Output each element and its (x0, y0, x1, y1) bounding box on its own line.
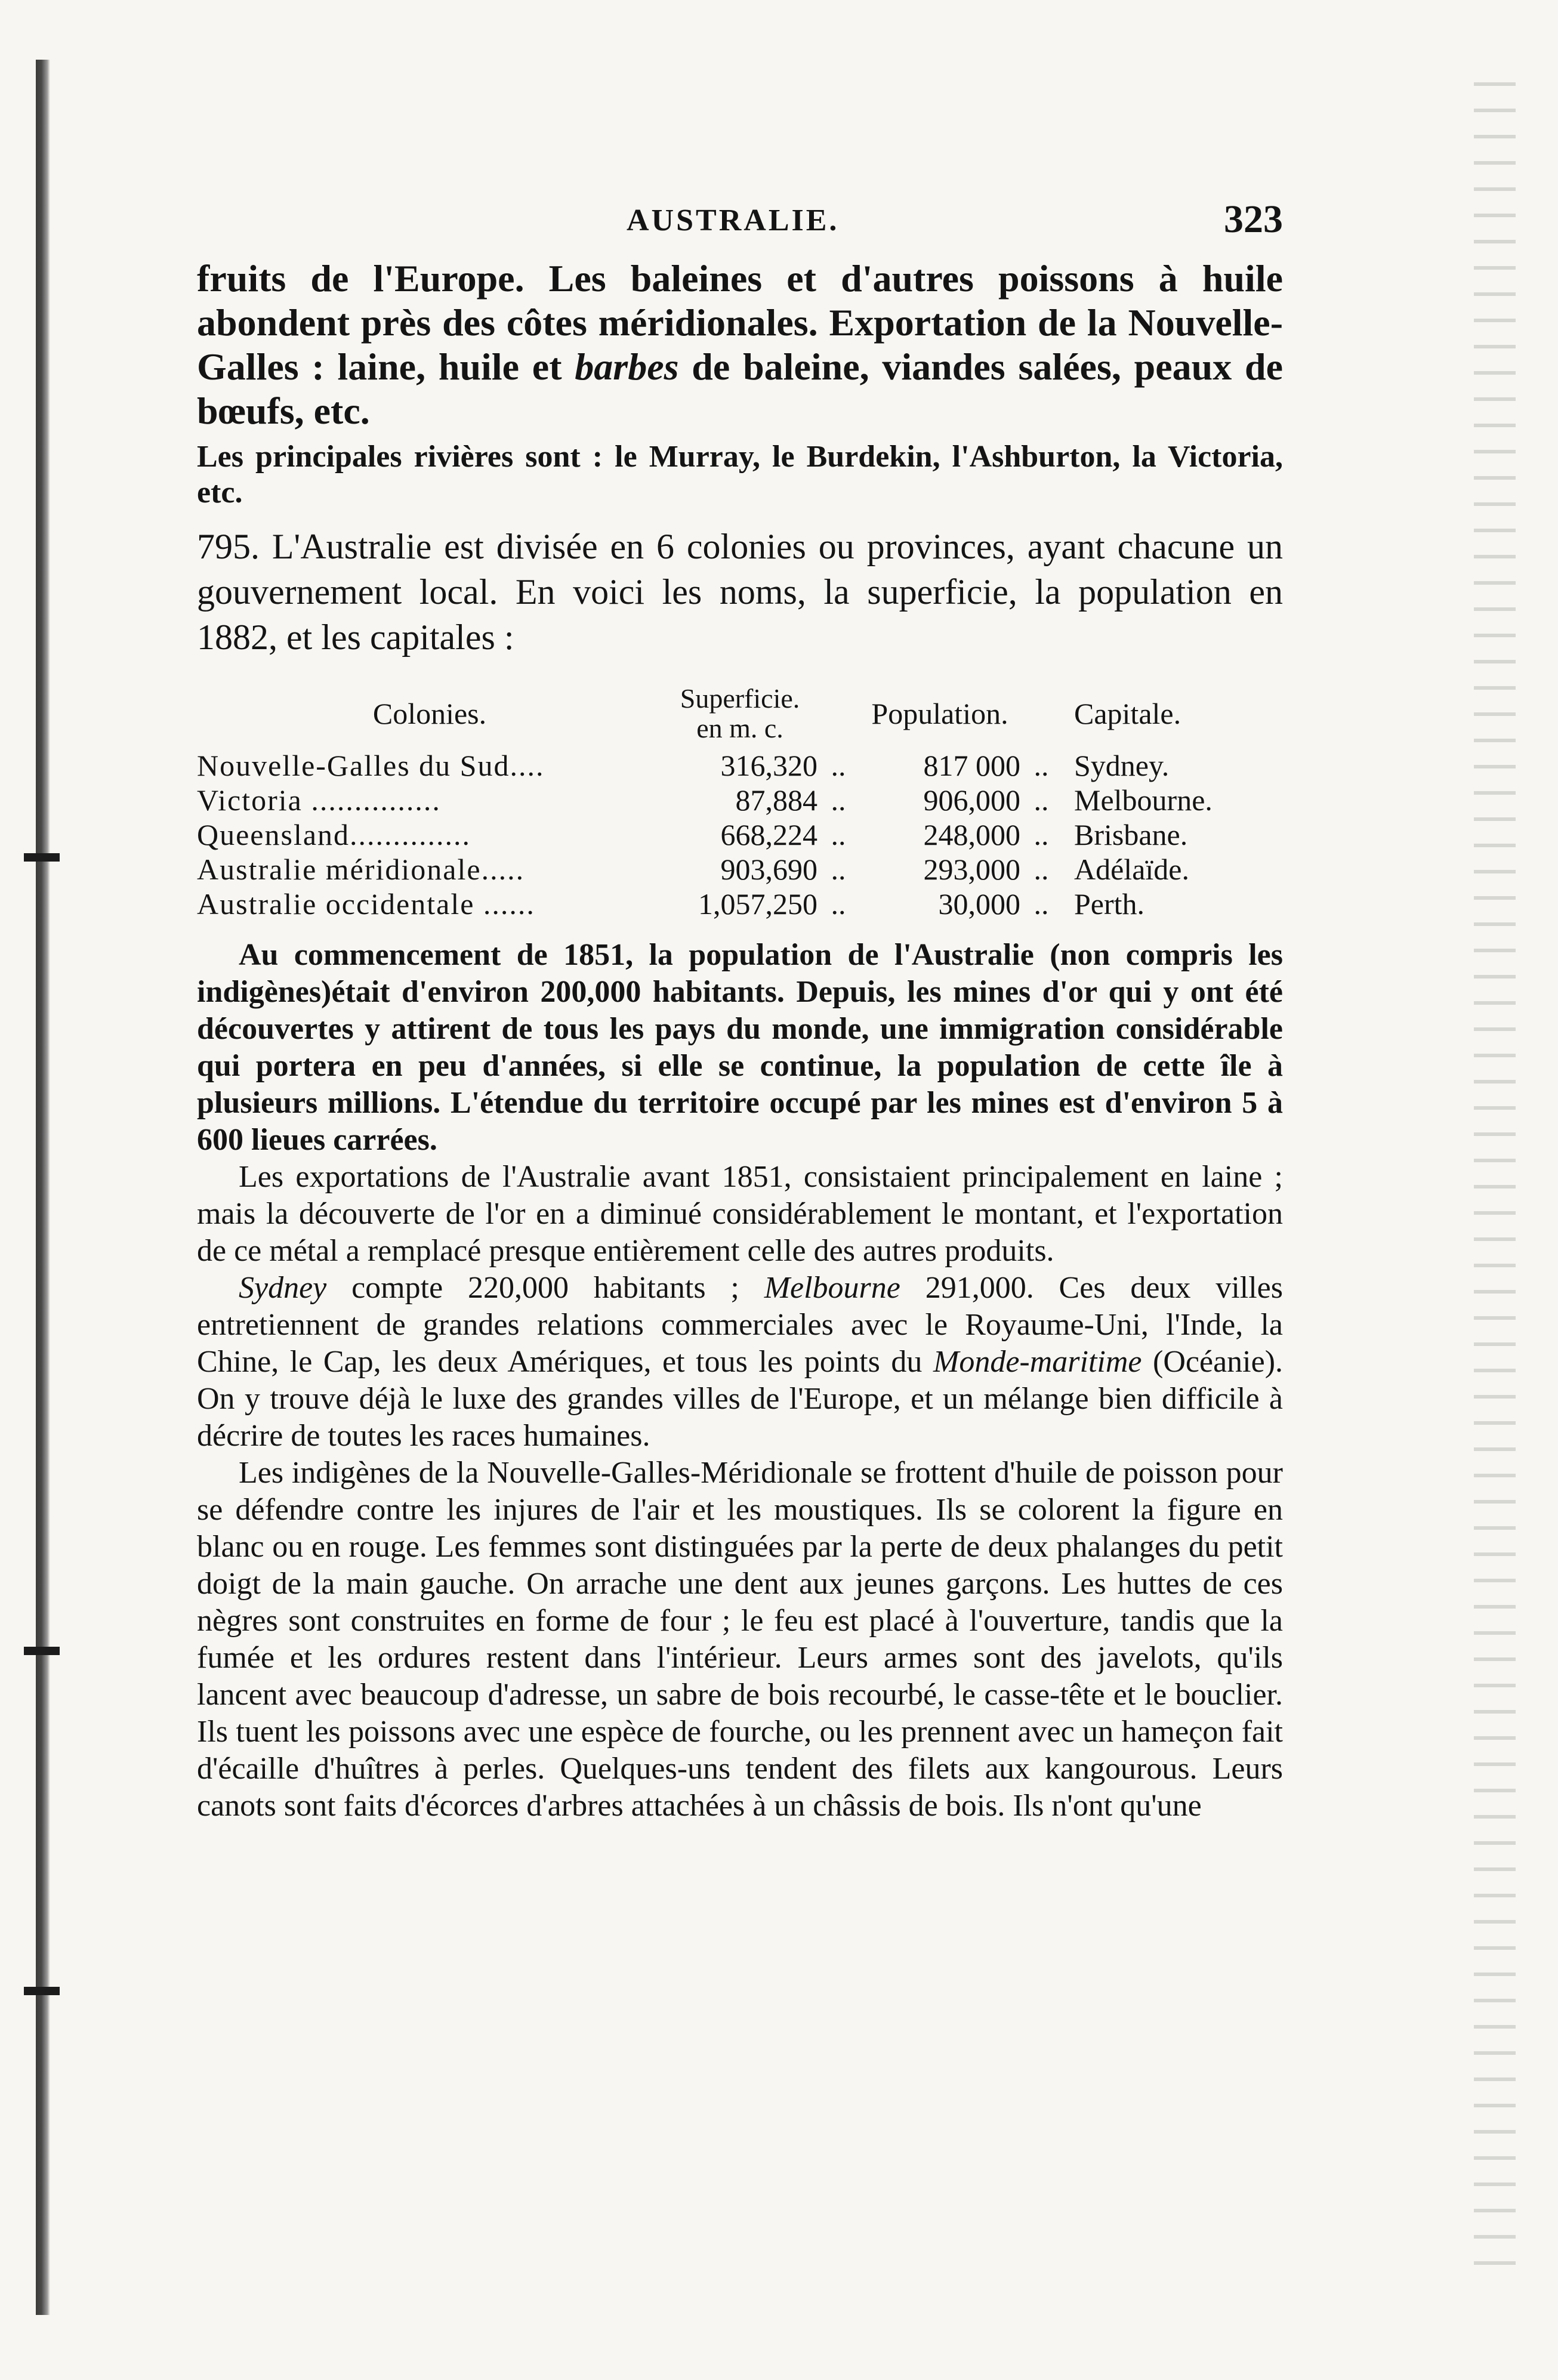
page-edge-noise (1474, 60, 1516, 2267)
table-row: Nouvelle-Galles du Sud.... 316,320 .. 817 000 .. Sydney. (197, 748, 1247, 783)
book-binding-shadow (36, 60, 50, 2315)
colony-name: Queensland.............. (197, 818, 471, 851)
colony-capital: Melbourne. (1074, 783, 1213, 817)
paragraph-indigenes: Les indigènes de la Nouvelle-Galles-Méridionale se frottent d'huile de poisson pour se défendre contre les injures de l'air et les moustiques. Ils se colorent la figure en blanc ou en rouge. Les femmes sont distinguées par la perte de deux phalanges du petit doigt de la main gauche. On arrache une dent aux jeunes garçons. Les huttes de ces nègres sont construites en forme de four ; le feu est placé à l'ouverture, tandis que la fumée et les ordures restent dans l'intérieur. Leurs armes sont des javelots, qu'ils lancent avec beaucoup d'adresse, un sabre de bois recourbé, le casse-tête et le bouclier. Ils tuent les poissons avec une espèce de fourche, ou les prennent avec un hameçon fait d'écaille d'huîtres à perles. Quelques-uns tendent des filets aux kangourous. Leurs canots sont faits d'écorces d'arbres attachées à un châssis de bois. Ils n'ont qu'une (197, 1456, 1283, 1823)
paragraph-795: 795. L'Australie est divisée en 6 colonies ou provinces, ayant chacune un gouvernement local. En voici les noms, la superficie, la population en 1882, et les capitales : (197, 527, 1283, 657)
page-number: 323 (1224, 197, 1283, 241)
paragraph-exports: fruits de l'Europe. Les baleines et d'autres poissons à huile abondent près des côtes méridionales. Exportation de la Nouvelle-Galles : laine, huile et barbes de baleine, viandes salées, peaux de bœufs, etc. (197, 257, 1284, 432)
page-header (197, 191, 1283, 257)
table-row: Australie méridionale..... 903,690 .. 293,000 .. Adélaïde. (197, 852, 1247, 887)
colony-capital: Sydney. (1074, 749, 1170, 782)
header-capitale: Capitale. (1074, 697, 1181, 730)
colony-capital: Perth. (1074, 887, 1145, 921)
colony-superficie: 1,057,250 (698, 887, 817, 921)
colony-population: 293,000 (923, 853, 1020, 886)
colony-population: 248,000 (923, 818, 1020, 851)
header-colonies: Colonies. (372, 697, 487, 730)
paragraph-sydney-melbourne: Sydney compte 220,000 habitants ; Melbourne 291,000. Ces deux villes entretiennent de grandes relations commerciales avec le Royaume-Uni, l'Inde, la Chine, le Cap, les deux Amériques, et tous les points du Monde-maritime (Océanie). On y trouve déjà le luxe des grandes villes de l'Europe, et un mélange bien difficile à décrire de toutes les races humaines. (197, 1271, 1284, 1453)
binding-mark (24, 853, 60, 862)
colony-superficie: 668,224 (720, 818, 817, 851)
colony-capital: Adélaïde. (1074, 853, 1189, 886)
table-row: Victoria ............... 87,884 .. 906,000 .. Melbourne. (197, 783, 1247, 817)
colony-population: 817 000 (923, 749, 1020, 782)
table-row: Queensland.............. 668,224 .. 248,000 .. Brisbane. (197, 817, 1247, 852)
paragraph-population-1851: Au commencement de 1851, la population de l'Australie (non compris les indigènes)était d'environ 200,000 habitants. Depuis, les mines d'or qui y ont été découvertes y attirent de tous les pays du monde, une immigration considérable qui portera en peu d'années, si elle se continue, la population de cette île à plusieurs millions. L'étendue du territoire occupé par les mines est d'environ 5 à 600 lieues carrées. (197, 938, 1283, 1157)
binding-mark (24, 1987, 60, 1995)
colony-capital: Brisbane. (1074, 818, 1188, 851)
binding-mark (24, 1647, 60, 1655)
paragraph-exportations: Les exportations de l'Australie avant 1851, consistaient principalement en laine ; mais la découverte de l'or en a diminué considérablement le montant, et l'exportation de ce métal a remplacé presque entièrement celle des autres produits. (197, 1160, 1283, 1268)
table-row: Australie occidentale ...... 1,057,250 .. 30,000 .. Perth. (197, 887, 1247, 921)
running-title: AUSTRALIE. (627, 203, 840, 237)
colony-population: 30,000 (938, 887, 1020, 921)
colony-name: Nouvelle-Galles du Sud.... (197, 749, 545, 782)
colony-name: Victoria ............... (197, 783, 441, 817)
colony-superficie: 316,320 (720, 749, 817, 782)
colony-name: Australie méridionale..... (197, 853, 525, 886)
colony-name: Australie occidentale ...... (197, 887, 535, 921)
section-number: 795. (197, 527, 260, 566)
table-header-row (197, 684, 1247, 748)
paragraph-rivers: Les principales rivières sont : le Murray, le Burdekin, l'Ashburton, la Victoria, etc. (197, 440, 1283, 510)
colony-population: 906,000 (923, 783, 1020, 817)
header-population: Population. (871, 697, 1008, 730)
page-content (197, 191, 1283, 1825)
colony-superficie: 903,690 (720, 853, 817, 886)
colonies-table (197, 684, 1247, 921)
header-superficie: Superficie. en m. c. (680, 683, 800, 743)
colony-superficie: 87,884 (735, 783, 817, 817)
